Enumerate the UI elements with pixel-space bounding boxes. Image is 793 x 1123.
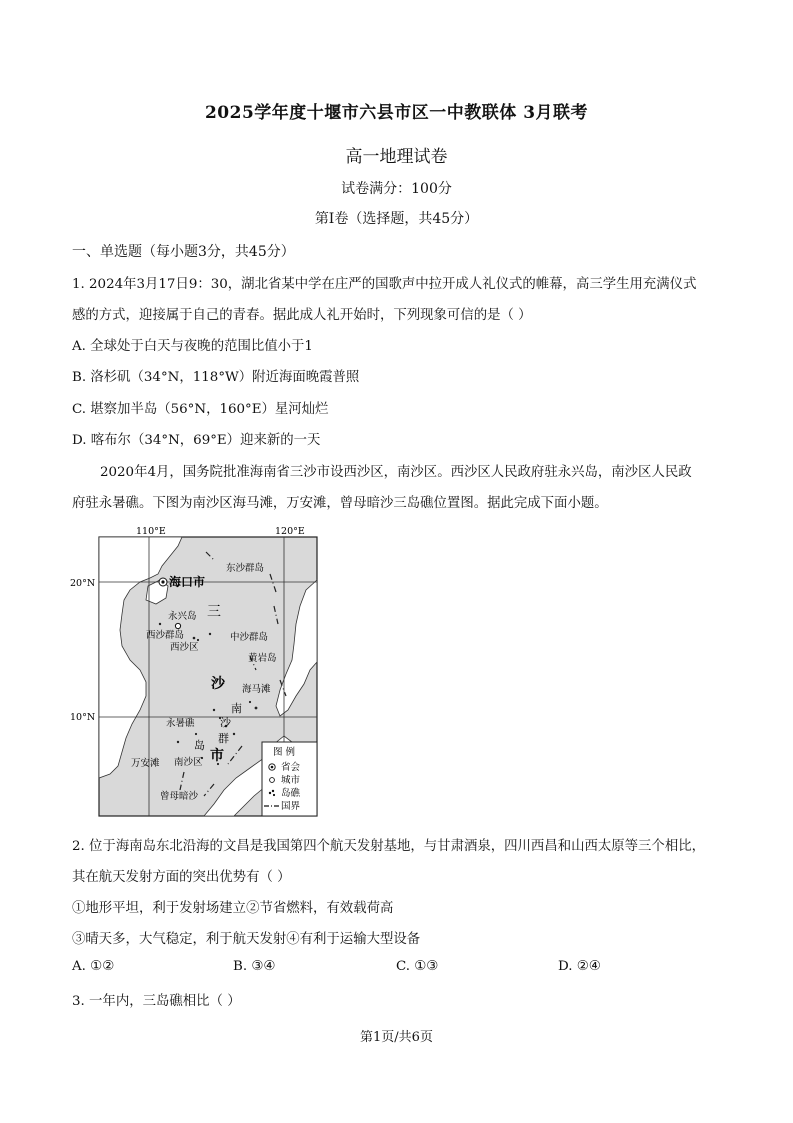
q2-stem-line1: 2. 位于海南岛东北沿海的文昌是我国第四个航天发射基地，与甘肃酒泉，四川西昌和山西太原等三个相比，	[72, 839, 705, 854]
big-char-sha2: 沙	[220, 716, 231, 729]
lat-label-10: 10°N	[70, 712, 96, 723]
lon-label-110: 110°E	[136, 526, 166, 537]
q2-option-c: C. ①③	[396, 959, 439, 974]
q2-statement-1-2: ①地形平坦，利于发射场建立②节省燃料，有效载荷高	[72, 901, 394, 916]
volume-heading: 第Ⅰ卷（选择题，共45分）	[314, 211, 479, 227]
big-char-dao: 岛	[194, 739, 205, 752]
q1-stem-line2: 感的方式，迎接属于自己的青春。据此成人礼开始时，下列现象可信的是（ ）	[72, 308, 532, 323]
passage-line1: 2020年4月，国务院批准海南省三沙市设西沙区，南沙区。西沙区人民政府驻永兴岛，南沙区人民政	[100, 465, 692, 480]
big-char-shi: 市	[210, 748, 224, 764]
label-nansha-district: 南沙区	[174, 757, 203, 768]
q2-option-b: B. ③④	[233, 959, 276, 974]
label-yongxing: 永兴岛	[168, 611, 197, 622]
q2-stem-line2: 其在航天发射方面的突出优势有（ ）	[72, 870, 291, 885]
score-info: 试卷满分：100分	[341, 181, 452, 197]
map-legend	[262, 742, 317, 816]
yongxing-marker	[175, 623, 180, 628]
q2-option-a: A. ①②	[72, 959, 115, 974]
legend-city: 城市	[281, 775, 301, 786]
label-wanan: 万安滩	[131, 758, 160, 769]
q1-option-c: C. 堪察加半岛（56°N，160°E）星河灿烂	[72, 402, 329, 417]
legend-title: 图 例	[273, 747, 296, 758]
section-heading: 一、单选题（每小题3分，共45分）	[72, 244, 295, 260]
q1-option-a: A. 全球处于白天与夜晚的范围比值小于1	[72, 339, 313, 354]
big-char-sha: 沙	[211, 676, 225, 692]
legend-reef: 岛礁	[281, 788, 301, 799]
label-dongsha: 东沙群岛	[226, 563, 265, 574]
label-zengmu: 曾母暗沙	[160, 791, 199, 802]
page-footer: 第1页/共6页	[360, 1030, 433, 1045]
exam-title: 2025学年度十堰市六县市区一中教联体 3月联考	[204, 103, 589, 123]
exam-subtitle: 高一地理试卷	[345, 147, 448, 167]
big-char-san: 三	[207, 604, 221, 620]
legend-border: 国界	[281, 801, 301, 812]
label-xisha-islands: 西沙群岛	[146, 630, 185, 641]
big-char-qun: 群	[218, 732, 229, 745]
q2-option-d: D. ②④	[558, 959, 601, 974]
q1-option-d: D. 喀布尔（34°N，69°E）迎来新的一天	[72, 433, 321, 448]
passage-line2: 府驻永暑礁。下图为南沙区海马滩，万安滩，曾母暗沙三岛礁位置图。据此完成下面小题。	[72, 496, 608, 511]
label-yongshu: 永暑礁	[166, 718, 195, 729]
label-haikou: 海口市	[169, 575, 206, 589]
q2-statement-3-4: ③晴天多，大气稳定，利于航天发射④有利于运输大型设备	[72, 932, 421, 947]
label-zhongsha: 中沙群岛	[230, 632, 269, 643]
lat-label-20: 20°N	[70, 578, 96, 589]
label-huangyan: 黄岩岛	[248, 653, 277, 664]
legend-capital: 省会	[281, 762, 301, 773]
q3-stem-line1: 3. 一年内，三岛礁相比（ ）	[72, 994, 241, 1009]
south-china-sea-map	[70, 520, 324, 820]
label-haima: 海马滩	[242, 684, 271, 695]
big-char-nan: 南	[231, 702, 242, 715]
q1-stem-line1: 1. 2024年3月17日9：30，湖北省某中学在庄严的国歌声中拉开成人礼仪式的帷幕，高三学生用充满仪式	[72, 277, 697, 292]
lon-label-120: 120°E	[275, 526, 305, 537]
q1-option-b: B. 洛杉矶（34°N，118°W）附近海面晚霞普照	[72, 370, 360, 385]
label-xisha-district: 西沙区	[170, 642, 199, 653]
